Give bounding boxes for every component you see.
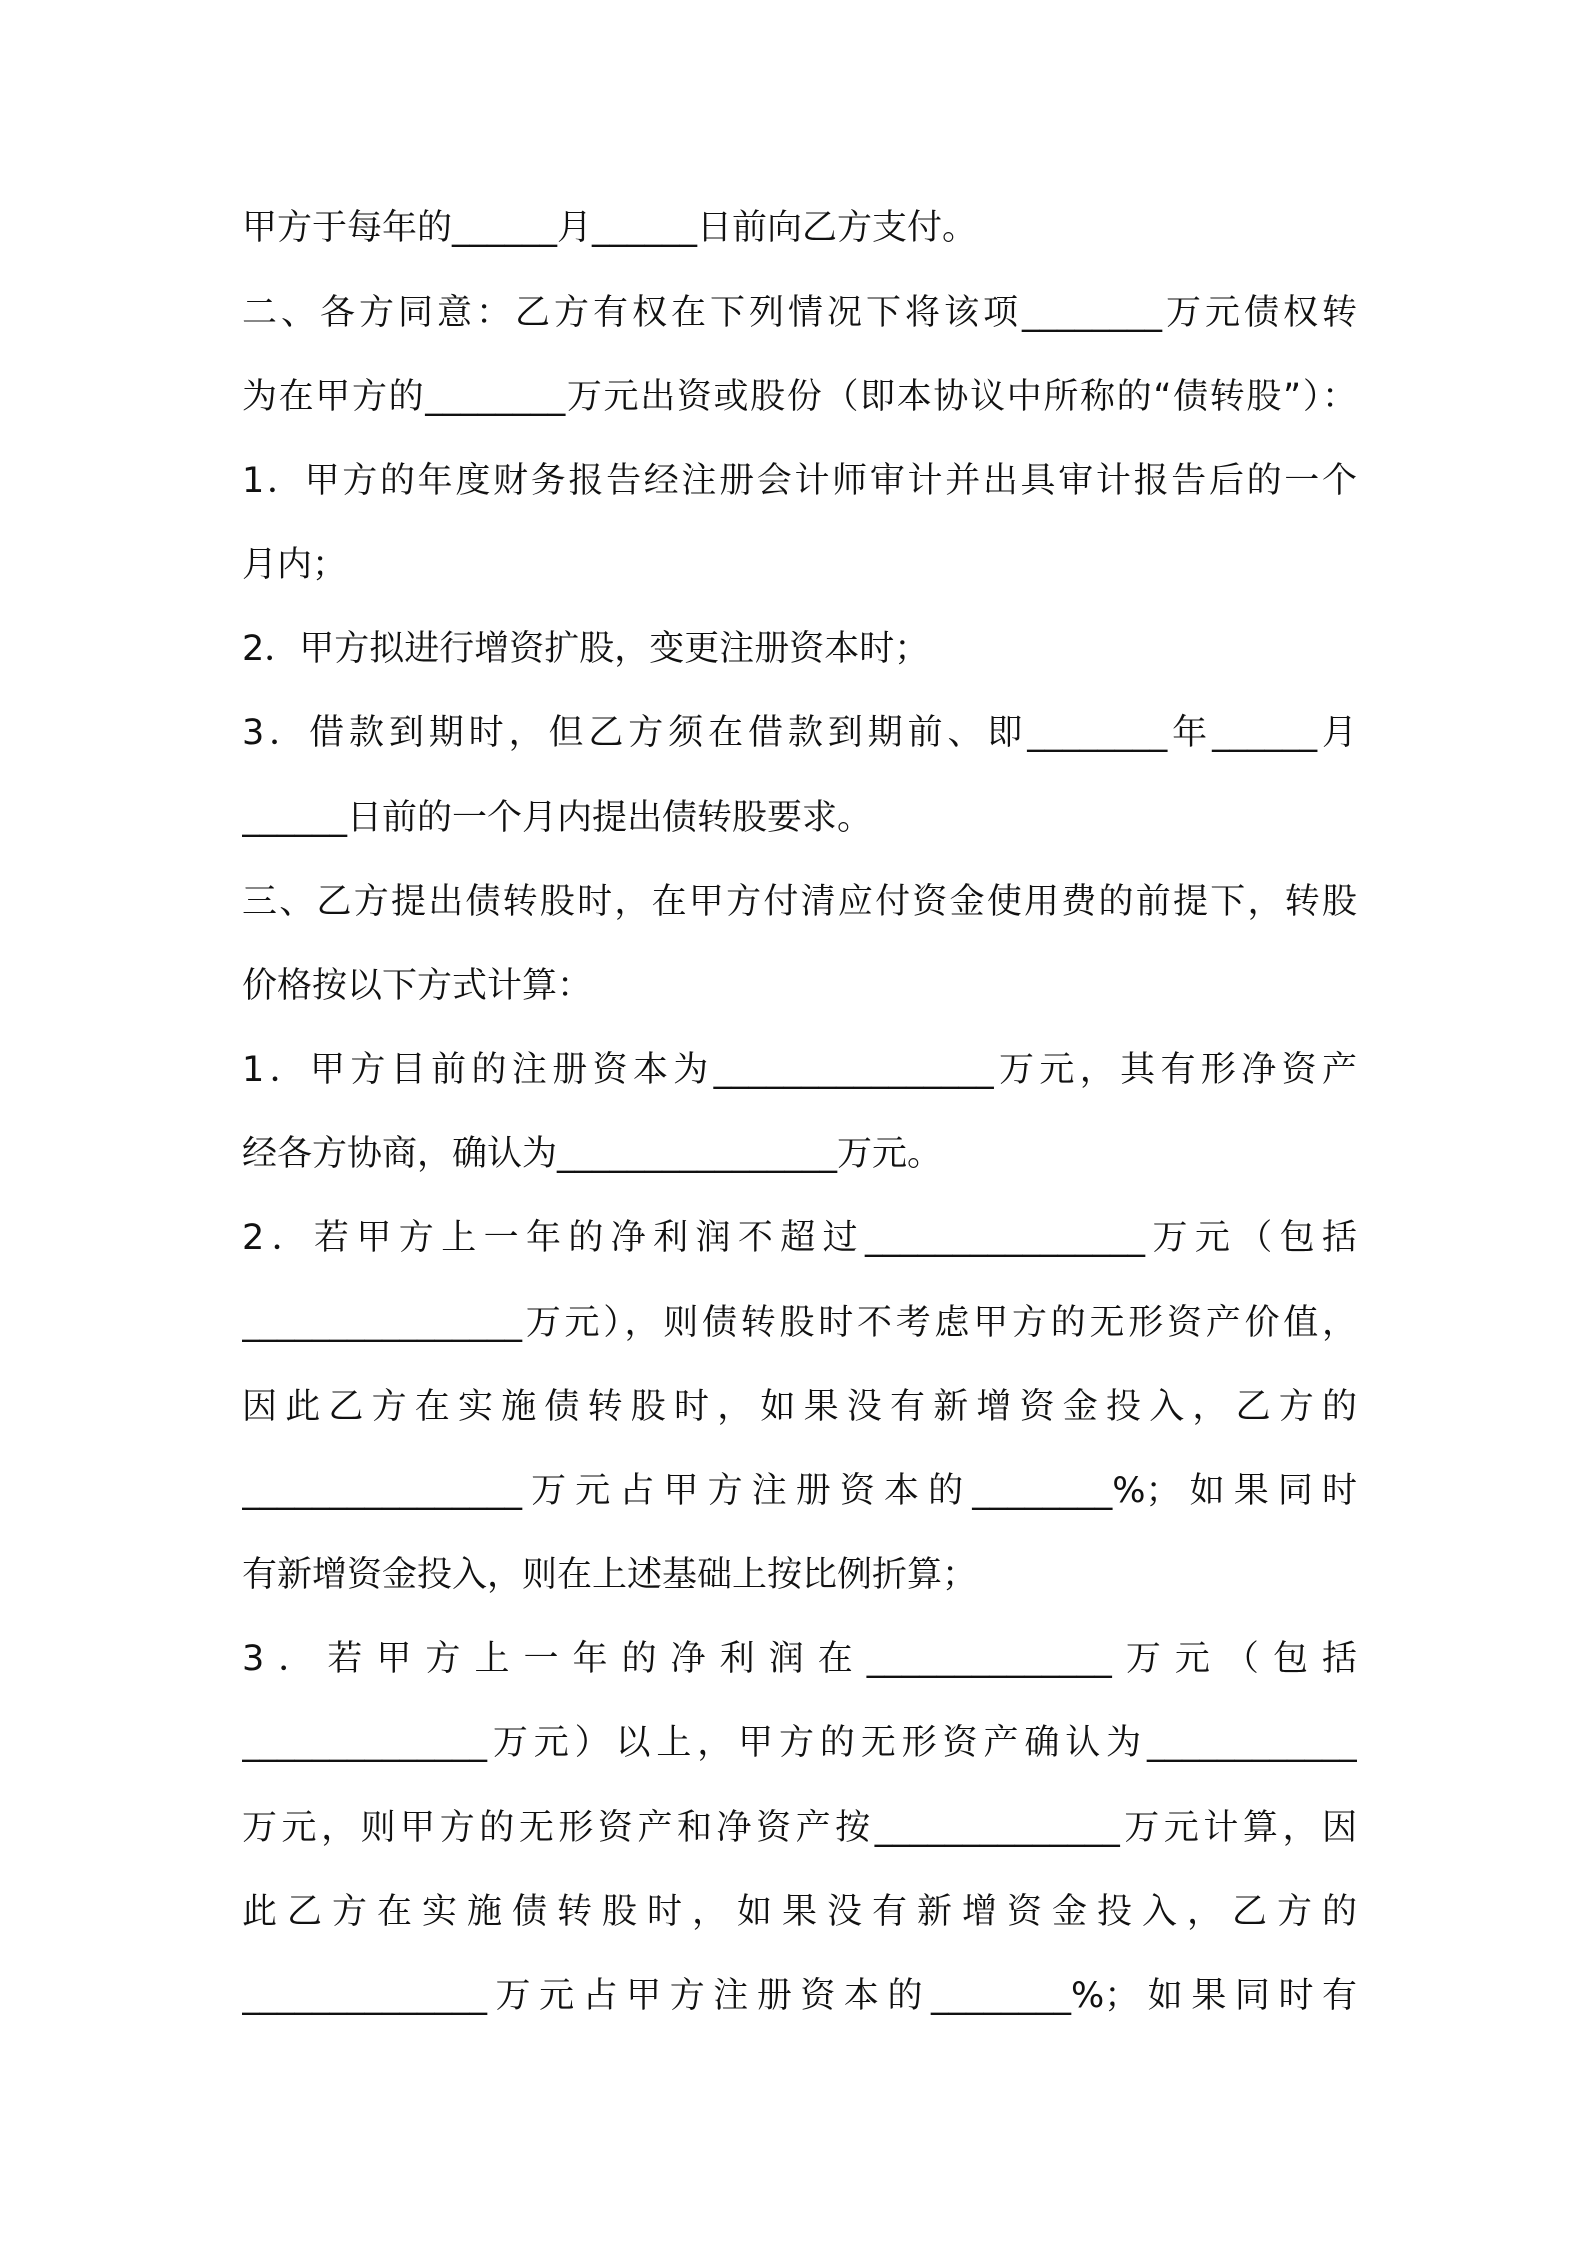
body-text-line: 有新增资金投入，则在上述基础上按比例折算； — [242, 1555, 978, 1595]
body-text-line: ________________万元），则债转股时不考虑甲方的无形资产价值， — [242, 1303, 1357, 1343]
body-text-line: 此乙方在实施债转股时，如果没有新增资金投入，乙方的 — [242, 1892, 1357, 1932]
body-text-line: 经各方协商，确认为________________万元。 — [242, 1134, 943, 1174]
body-text-line: 为在甲方的________万元出资或股份（即本协议中所称的“债转股”）： — [242, 377, 1357, 417]
body-text-line: ______________万元）以上，甲方的无形资产确认为____________ — [242, 1723, 1357, 1763]
body-text-line: 因此乙方在实施债转股时，如果没有新增资金投入，乙方的 — [242, 1387, 1357, 1427]
body-text-line: ________________万元占甲方注册资本的________%；如果同时 — [242, 1471, 1357, 1511]
body-text-line: ______________万元占甲方注册资本的________%；如果同时有 — [242, 1976, 1357, 2016]
body-text-line: 甲方于每年的______月______日前向乙方支付。 — [242, 208, 978, 248]
body-text-line: 月内； — [242, 545, 348, 585]
body-text-line: 万元，则甲方的无形资产和净资产按______________万元计算，因 — [242, 1808, 1357, 1848]
body-text-line: 3．借款到期时，但乙方须在借款到期前、即________年______月 — [242, 713, 1357, 753]
body-text-line: 2．若甲方上一年的净利润不超过________________万元（包括 — [242, 1218, 1357, 1258]
body-text-line: 价格按以下方式计算： — [242, 966, 593, 1006]
body-text-line: 二、各方同意：乙方有权在下列情况下将该项________万元债权转 — [242, 293, 1357, 333]
body-text-line: 3．若甲方上一年的净利润在______________万元（包括 — [242, 1639, 1357, 1679]
body-text-line: 2．甲方拟进行增资扩股，变更注册资本时； — [242, 629, 930, 669]
body-text-line: ______日前的一个月内提出债转股要求。 — [242, 798, 873, 838]
body-text-line: 1．甲方目前的注册资本为________________万元，其有形净资产 — [242, 1050, 1357, 1090]
body-text-line: 1．甲方的年度财务报告经注册会计师审计并出具审计报告后的一个 — [242, 461, 1357, 501]
body-text-line: 三、乙方提出债转股时，在甲方付清应付资金使用费的前提下，转股 — [242, 882, 1357, 922]
